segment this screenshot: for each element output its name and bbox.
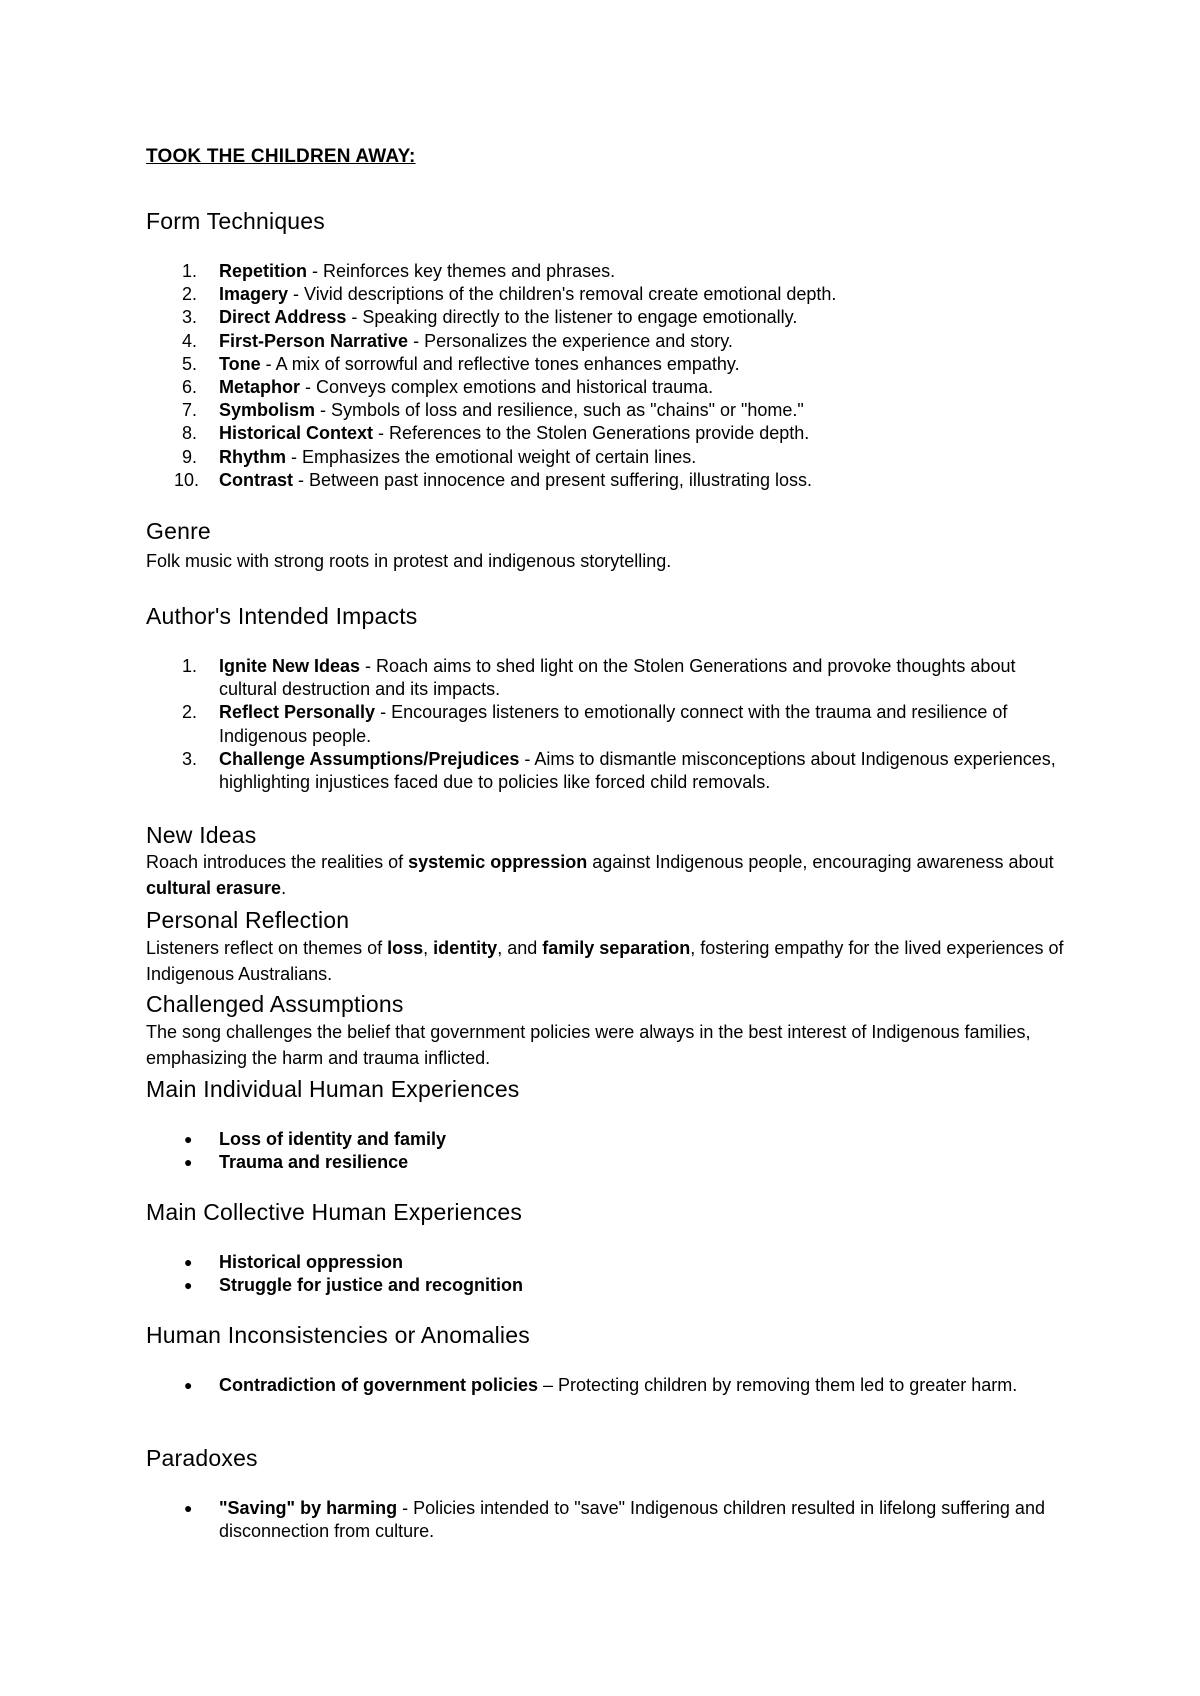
bullet-icon: ● — [184, 1377, 193, 1393]
collective-experiences-list — [146, 1251, 1066, 1297]
bullet-icon: ● — [184, 1277, 193, 1294]
individual-experiences-list — [146, 1128, 1066, 1174]
list-item: 1. Ignite New Ideas - Roach aims to shed light on the Stolen Generations and provoke thoughts about cultural destruction and its impacts. — [182, 656, 1016, 700]
inconsistencies-heading: Human Inconsistencies or Anomalies — [146, 1322, 530, 1348]
genre-heading: Genre — [146, 518, 211, 544]
list-item: 2. Imagery - Vivid descriptions of the children's removal create emotional depth. — [182, 284, 837, 305]
list-item: 1. Repetition - Reinforces key themes and phrases. — [182, 261, 616, 281]
form-techniques-list — [146, 260, 1066, 492]
collective-experiences-heading: Main Collective Human Experiences — [146, 1199, 523, 1225]
list-item: ● "Saving" by harming - Policies intended to "save" Indigenous children resulted in lifelong suffering and disconnection from culture. — [184, 1498, 1045, 1542]
form-techniques-heading: Form Techniques — [146, 208, 325, 234]
new-ideas-heading: New Ideas — [146, 822, 257, 848]
impacts-heading: Author's Intended Impacts — [146, 603, 418, 629]
paradoxes-heading: Paradoxes — [146, 1445, 258, 1471]
list-item: ● Loss of identity and family — [146, 1128, 1066, 1151]
list-item: ● Historical oppression — [146, 1251, 1066, 1274]
list-item: 6. Metaphor - Conveys complex emotions and historical trauma. — [182, 377, 714, 398]
impacts-list — [146, 655, 1066, 794]
list-item: 9. Rhythm - Emphasizes the emotional weight of certain lines. — [182, 446, 697, 467]
list-item: 4. First-Person Narrative - Personalizes the experience and story. — [182, 330, 733, 351]
personal-reflection-text: Listeners reflect on themes of loss, identity, and family separation, fostering empathy for the lived experiences of Indigenous Australians. — [146, 938, 1064, 984]
list-item: 7. Symbolism - Symbols of loss and resilience, such as "chains" or "home." — [182, 400, 804, 421]
list-item: 2. Reflect Personally - Encourages listeners to emotionally connect with the trauma and resilience of Indigenous people. — [182, 702, 1008, 746]
document-title: TOOK THE CHILDREN AWAY: — [146, 146, 416, 167]
list-item: 10. Contrast - Between past innocence and present suffering, illustrating loss. — [174, 469, 812, 490]
individual-experiences-heading: Main Individual Human Experiences — [146, 1076, 520, 1102]
bullet-icon: ● — [184, 1131, 193, 1147]
list-item: 8. Historical Context - References to the Stolen Generations provide depth. — [182, 423, 810, 444]
personal-reflection-heading: Personal Reflection — [146, 907, 350, 933]
paradoxes-list — [146, 1497, 1066, 1543]
inconsistencies-list — [146, 1374, 1066, 1397]
bullet-icon: ● — [184, 1254, 193, 1270]
list-item: ● Trauma and resilience — [146, 1151, 1066, 1174]
challenged-assumptions-text: The song challenges the belief that government policies were always in the best interest of Indigenous families, emphasizing the harm and trauma inflicted. — [146, 1022, 1031, 1068]
new-ideas-text: Roach introduces the realities of systemic oppression against Indigenous people, encouraging awareness about cultural erasure. — [146, 852, 1054, 898]
challenged-assumptions-heading: Challenged Assumptions — [146, 991, 404, 1017]
genre-text: Folk music with strong roots in protest and indigenous storytelling. — [146, 551, 672, 571]
list-item: 3. Direct Address - Speaking directly to the listener to engage emotionally. — [182, 307, 798, 328]
list-item: ● Contradiction of government policies – Protecting children by removing them led to greater harm. — [146, 1374, 1066, 1397]
list-item: ● Struggle for justice and recognition — [146, 1274, 1066, 1297]
bullet-icon: ● — [184, 1500, 193, 1516]
bullet-icon: ● — [184, 1154, 193, 1171]
list-item: 5. Tone - A mix of sorrowful and reflective tones enhances empathy. — [182, 353, 740, 374]
list-item: 3. Challenge Assumptions/Prejudices - Aims to dismantle misconceptions about Indigenous experiences, highlighting injustices faced due to policies like forced child removals. — [182, 748, 1056, 793]
